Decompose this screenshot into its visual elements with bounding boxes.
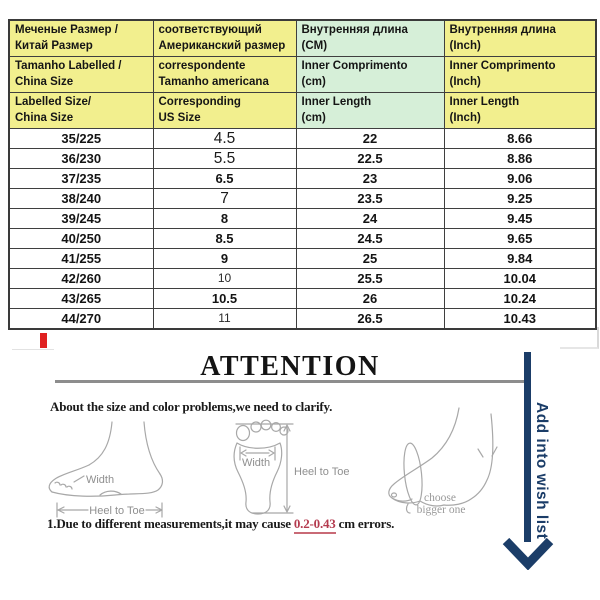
- note-error-range: 0.2-0.43: [294, 516, 336, 534]
- table-row: [9, 129, 596, 149]
- cell-labelled-china-size: 39/245: [9, 209, 153, 229]
- header-line: Inner Comprimento: [301, 60, 408, 72]
- choose-label-line2: bigger one: [416, 504, 466, 516]
- header-line: Меченые Размер /: [15, 24, 118, 36]
- header-line: Tamanho americana: [158, 75, 269, 88]
- side-width-label: Width: [85, 474, 115, 486]
- cell-labelled-china-size: 40/250: [9, 229, 153, 249]
- cell-labelled-china-size: 43/265: [9, 289, 153, 309]
- print-heel-to-toe-label: Heel to Toe: [294, 466, 350, 478]
- header-row-portuguese: [9, 57, 596, 93]
- divider-line: [12, 349, 54, 350]
- header-row-russian: [9, 20, 596, 57]
- cell-us-size: 4.5: [153, 129, 296, 149]
- cell-us-size: 10: [153, 269, 296, 289]
- cell-us-size: 6.5: [153, 169, 296, 189]
- cell-labelled-china-size: 38/240: [9, 189, 153, 209]
- header-line: Tamanho Labelled /: [15, 60, 122, 72]
- cell-inner-length-cm: 24: [296, 209, 444, 229]
- header-line: (CM): [301, 39, 328, 52]
- table-row: [9, 269, 596, 289]
- header-cell: [153, 57, 296, 93]
- header-line: China Size: [15, 111, 74, 124]
- header-cell: [444, 57, 596, 93]
- header-cell: [153, 20, 296, 57]
- cell-inner-length-inch: 9.25: [444, 189, 596, 209]
- header-line: (cm): [301, 111, 326, 124]
- cell-us-size: 7: [153, 189, 296, 209]
- header-cell: [296, 20, 444, 57]
- cell-inner-length-inch: 10.24: [444, 289, 596, 309]
- header-cell: [9, 93, 153, 129]
- cell-inner-length-inch: 9.65: [444, 229, 596, 249]
- side-heel-to-toe-label: Heel to Toe: [89, 505, 145, 517]
- cell-inner-length-cm: 26.5: [296, 309, 444, 330]
- header-line: Inner Length: [449, 96, 520, 108]
- table-row: [9, 229, 596, 249]
- wishlist-arrow-shaft: [524, 352, 531, 542]
- header-line: (Inch): [449, 39, 481, 52]
- cell-labelled-china-size: 42/260: [9, 269, 153, 289]
- cell-labelled-china-size: 36/230: [9, 149, 153, 169]
- header-line: Inner Length: [301, 96, 372, 108]
- side-foot-drawing: [49, 422, 162, 517]
- cell-us-size: 8: [153, 209, 296, 229]
- cell-inner-length-inch: 10.04: [444, 269, 596, 289]
- tape-measure-foot-drawing: [389, 408, 497, 516]
- cell-inner-length-cm: 26: [296, 289, 444, 309]
- note-prefix: 1.Due to different measurements,it may cause: [47, 516, 294, 531]
- cell-inner-length-inch: 8.66: [444, 129, 596, 149]
- header-cell: [9, 57, 153, 93]
- table-row: [9, 289, 596, 309]
- cell-inner-length-cm: 24.5: [296, 229, 444, 249]
- cell-inner-length-cm: 22: [296, 129, 444, 149]
- header-line: Китай Размер: [15, 39, 93, 52]
- attention-title: ATTENTION: [200, 351, 380, 382]
- ghost-frame-corner: [560, 327, 599, 349]
- header-line: Inner Comprimento: [449, 60, 556, 72]
- size-table-body: [9, 129, 596, 330]
- red-mark-icon: [40, 333, 47, 348]
- print-width-label: Width: [241, 457, 271, 469]
- attention-subtitle: About the size and color problems,we need to clarify.: [50, 399, 333, 414]
- cell-inner-length-inch: 10.43: [444, 309, 596, 330]
- cell-inner-length-cm: 25: [296, 249, 444, 269]
- cell-inner-length-inch: 9.45: [444, 209, 596, 229]
- header-line: Американский размер: [158, 39, 286, 52]
- header-cell: [444, 93, 596, 129]
- choose-label-line1: choose: [424, 492, 456, 504]
- table-row: [9, 169, 596, 189]
- note-suffix: cm errors.: [335, 516, 395, 531]
- cell-labelled-china-size: 37/235: [9, 169, 153, 189]
- table-header: [9, 20, 596, 129]
- header-line: Внутренняя длина: [301, 24, 408, 36]
- cell-inner-length-cm: 23: [296, 169, 444, 189]
- measurement-note: [47, 516, 394, 532]
- header-row-english: [9, 93, 596, 129]
- header-cell: [296, 93, 444, 129]
- cell-inner-length-cm: 25.5: [296, 269, 444, 289]
- header-line: correspondente: [158, 60, 246, 72]
- cell-labelled-china-size: 44/270: [9, 309, 153, 330]
- cell-us-size: 11: [153, 309, 296, 330]
- header-line: US Size: [158, 111, 201, 124]
- header-cell: [153, 93, 296, 129]
- wishlist-arrowhead-icon: [501, 538, 555, 570]
- table-row: [9, 209, 596, 229]
- cell-inner-length-inch: 9.84: [444, 249, 596, 269]
- header-line: Corresponding: [158, 96, 241, 108]
- cell-inner-length-cm: 23.5: [296, 189, 444, 209]
- header-line: (Inch): [449, 75, 481, 88]
- wishlist-label: Add into wish list: [533, 402, 550, 540]
- header-cell: [296, 57, 444, 93]
- cell-labelled-china-size: 35/225: [9, 129, 153, 149]
- footprint-drawing: [234, 420, 349, 514]
- header-cell: [9, 20, 153, 57]
- header-cell: [444, 20, 596, 57]
- header-line: (cm): [301, 75, 326, 88]
- header-line: Внутренняя длина: [449, 24, 556, 36]
- cell-us-size: 9: [153, 249, 296, 269]
- header-line: China Size: [15, 75, 74, 88]
- header-line: Labelled Size/: [15, 96, 92, 108]
- header-line: (Inch): [449, 111, 481, 124]
- cell-labelled-china-size: 41/255: [9, 249, 153, 269]
- table-row: [9, 309, 596, 330]
- table-row: [9, 189, 596, 209]
- cell-inner-length-inch: 9.06: [444, 169, 596, 189]
- table-row: [9, 149, 596, 169]
- cell-inner-length-cm: 22.5: [296, 149, 444, 169]
- size-chart-table: [8, 19, 597, 330]
- cell-us-size: 5.5: [153, 149, 296, 169]
- cell-inner-length-inch: 8.86: [444, 149, 596, 169]
- cell-us-size: 10.5: [153, 289, 296, 309]
- cell-us-size: 8.5: [153, 229, 296, 249]
- header-line: соответствующий: [158, 24, 262, 36]
- table-row: [9, 249, 596, 269]
